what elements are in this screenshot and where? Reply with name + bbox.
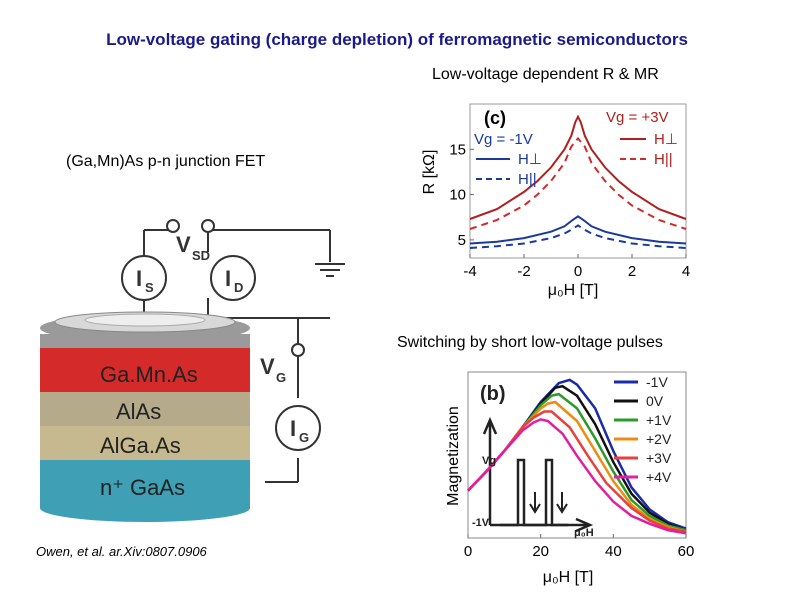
legend-entry: +4V (646, 469, 672, 485)
slide-title: Low-voltage gating (charge depletion) of ferromagnetic semiconductors (106, 30, 688, 49)
svg-text:G: G (299, 430, 310, 445)
meter-is (122, 256, 166, 300)
chart-c-xlabel: μ₀H [T] (547, 282, 599, 299)
layer-stack (40, 312, 250, 522)
legend-entry: -1V (646, 374, 668, 390)
subtitle-r-mr: Low-voltage dependent R & MR (432, 66, 659, 83)
b-x-tick-label: 0 (463, 543, 473, 560)
svg-text:I: I (290, 416, 297, 441)
x-tick-label: -2 (517, 263, 531, 280)
layer-label-ngaas: n⁺ GaAs (100, 475, 185, 500)
vsd-label (176, 232, 210, 263)
legend-right-entry-par: H|| (654, 151, 673, 168)
citation: Owen, et al. ar.Xiv:0807.0906 (36, 544, 207, 559)
chart-c (418, 92, 718, 302)
svg-text:G: G (276, 370, 287, 385)
layer-label-algaas: AlGa.As (100, 433, 181, 458)
x-tick-label: 2 (627, 263, 637, 280)
y-tick-label: 5 (457, 231, 466, 249)
chart-c-ylabel: R [kΩ] (421, 149, 438, 195)
series-line-2 (470, 216, 686, 243)
svg-text:I: I (225, 266, 232, 291)
subtitle-switching: Switching by short low-voltage pulses (397, 334, 663, 351)
legend-left-entry-par: H|| (518, 171, 537, 188)
legend-right-title: Vg = +3V (606, 109, 669, 126)
legend-entry: 0V (646, 393, 664, 409)
legend-left-title: Vg = -1V (474, 131, 533, 148)
inset-xlabel: μ₀H (574, 527, 594, 539)
svg-text:D: D (234, 280, 244, 295)
legend-right-entry-perp: H⊥ (654, 131, 678, 148)
svg-text:S: S (145, 280, 154, 295)
meter-ig (276, 406, 320, 450)
x-tick-label: 4 (681, 263, 691, 280)
device-label: (Ga,Mn)As p-n junction FET (66, 153, 266, 170)
svg-text:V: V (176, 232, 191, 257)
layer-label-alas: AlAs (116, 399, 162, 424)
legend-entry: +3V (646, 450, 672, 466)
svg-text:V: V (260, 354, 275, 379)
svg-text:SD: SD (192, 248, 211, 263)
b-x-tick-label: 20 (532, 543, 550, 560)
y-tick-label: 10 (449, 186, 466, 204)
chart-b (438, 360, 700, 590)
x-tick-label: 0 (573, 263, 583, 280)
meter-id (211, 256, 255, 300)
vg-label (260, 354, 286, 385)
series-line-3 (470, 225, 686, 248)
layer-label-gamnas: Ga.Mn.As (100, 362, 198, 387)
svg-text:I: I (136, 266, 143, 291)
inset-baseline-label: -1V (472, 517, 490, 529)
b-x-tick-label: 60 (677, 543, 695, 560)
legend-left-entry-perp: H⊥ (518, 151, 542, 168)
y-tick-label: 15 (449, 141, 466, 159)
terminal-source (167, 220, 179, 232)
legend-entry: +2V (646, 431, 672, 447)
x-tick-label: -4 (463, 263, 477, 280)
ground-icon (315, 264, 345, 276)
terminal-gate (292, 344, 304, 356)
chart-b-inset (484, 420, 590, 531)
terminal-drain (202, 220, 214, 232)
chart-b-xlabel: μ₀H [T] (542, 569, 594, 586)
chart-b-ylabel: Magnetization (445, 406, 462, 506)
inset-down-arrow-icon (530, 492, 540, 512)
inset-ylabel: Vg (482, 455, 497, 467)
chart-c-panel-label: (c) (484, 108, 506, 128)
chart-b-panel-label: (b) (480, 383, 506, 405)
inset-down-arrow-icon (557, 492, 567, 512)
device-schematic (30, 210, 370, 540)
b-x-tick-label: 40 (604, 543, 622, 560)
legend-entry: +1V (646, 412, 672, 428)
